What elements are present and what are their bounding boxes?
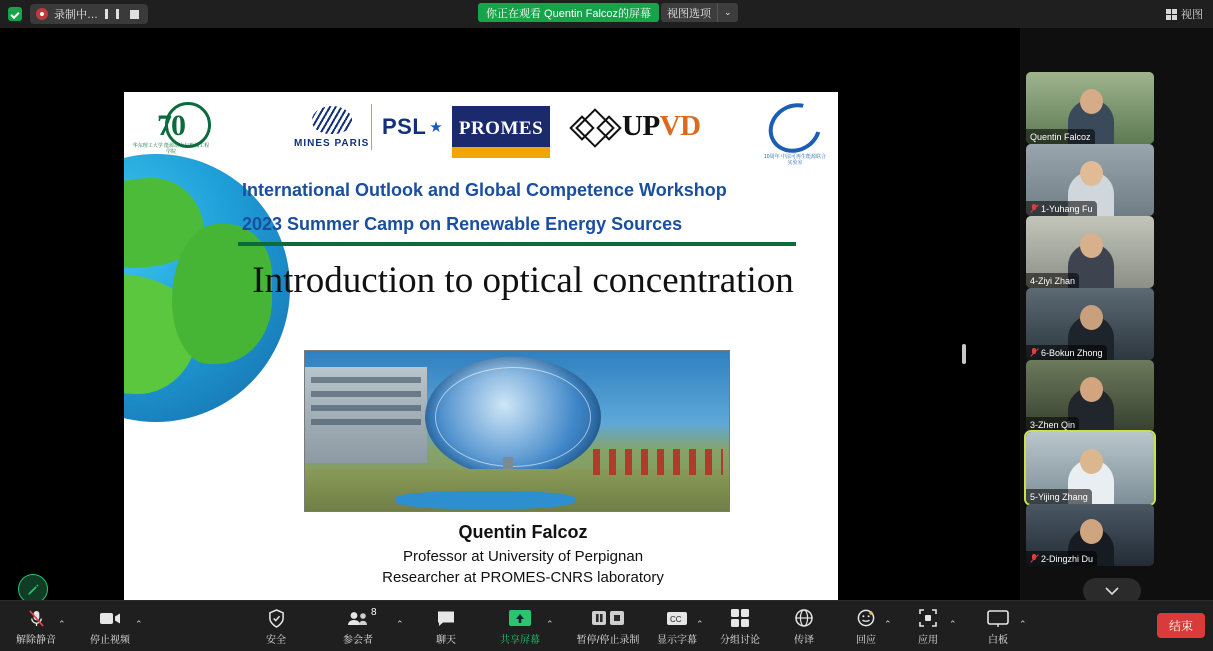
participant-name: 2-Dingzhi Du bbox=[1041, 553, 1094, 564]
reactions-options-caret[interactable]: ⌃ bbox=[884, 619, 892, 629]
logo-mines-paris bbox=[294, 106, 369, 149]
video-options-caret[interactable]: ⌃ bbox=[135, 619, 143, 629]
logo-upvd-label bbox=[622, 110, 701, 143]
logo-promes-label: PROMES bbox=[458, 118, 544, 139]
logo-divider bbox=[371, 104, 372, 150]
logo-row bbox=[124, 92, 838, 174]
apps-options-caret[interactable]: ⌃ bbox=[949, 619, 957, 629]
top-bar bbox=[0, 0, 1213, 28]
star-icon: ★ bbox=[429, 119, 443, 136]
recording-label: 录制中… bbox=[54, 9, 98, 21]
presentation-slide bbox=[8, 64, 952, 586]
apps-icon bbox=[919, 608, 937, 628]
participant-filmstrip[interactable] bbox=[1020, 28, 1213, 600]
diamond-icon bbox=[572, 108, 616, 144]
meeting-toolbar bbox=[0, 600, 1213, 651]
mic-muted-icon bbox=[1030, 554, 1038, 564]
participant-tile-active[interactable] bbox=[1026, 432, 1154, 504]
participant-name-bar bbox=[1026, 345, 1107, 360]
grid-view-icon bbox=[1166, 9, 1177, 20]
chat-button[interactable] bbox=[414, 606, 478, 648]
interpretation-button[interactable] bbox=[772, 606, 836, 648]
slide-title: Introduction to optical concentration bbox=[252, 260, 794, 301]
breakout-rooms-icon bbox=[731, 608, 749, 628]
interpretation-label: 传译 bbox=[794, 635, 814, 646]
pause-icon bbox=[105, 9, 119, 19]
participant-name-bar bbox=[1026, 417, 1079, 432]
chat-icon bbox=[436, 608, 456, 628]
panel-resize-handle[interactable] bbox=[962, 344, 966, 364]
logo-upvd-vd: VD bbox=[659, 109, 701, 142]
participant-tile[interactable] bbox=[1026, 72, 1154, 144]
recording-indicator bbox=[30, 4, 148, 24]
stop-video-button[interactable] bbox=[78, 606, 142, 648]
closed-caption-icon bbox=[666, 608, 688, 628]
logo-70-anniversary bbox=[132, 100, 210, 166]
participants-label: 参会者 bbox=[343, 635, 373, 646]
emoji-icon bbox=[857, 608, 875, 628]
logo-china-lab-label: 10周年 中法可再生能源联合实验室 bbox=[764, 154, 826, 166]
pause-recording-button[interactable] bbox=[104, 6, 120, 22]
unmute-options-caret[interactable]: ⌃ bbox=[58, 619, 66, 629]
globe-icon bbox=[795, 608, 813, 628]
logo-psl bbox=[382, 114, 443, 140]
solar-concentrator-photo bbox=[304, 350, 730, 512]
mic-muted-icon bbox=[1030, 348, 1038, 358]
slide-canvas bbox=[124, 92, 838, 610]
mic-muted-icon bbox=[28, 608, 45, 628]
view-switch-button[interactable] bbox=[1166, 6, 1203, 22]
logo-upvd bbox=[572, 108, 701, 144]
record-controls-icon bbox=[591, 608, 625, 628]
participant-name: 1-Yuhang Fu bbox=[1041, 203, 1093, 214]
logo-mines-label: MINES PARIS bbox=[294, 138, 370, 149]
participant-tile[interactable] bbox=[1026, 216, 1154, 288]
breakout-rooms-label: 分组讨论 bbox=[720, 635, 760, 646]
chat-label: 聊天 bbox=[436, 635, 456, 646]
mic-muted-icon bbox=[1030, 204, 1038, 214]
view-options-button[interactable] bbox=[661, 3, 738, 22]
shield-icon bbox=[268, 608, 285, 628]
participant-tile[interactable] bbox=[1026, 504, 1154, 566]
security-label: 安全 bbox=[266, 635, 286, 646]
view-label: 视图 bbox=[1181, 9, 1203, 21]
captions-label: 显示字幕 bbox=[657, 635, 697, 646]
record-dot-icon bbox=[36, 8, 48, 20]
whiteboard-options-caret[interactable]: ⌃ bbox=[1019, 619, 1027, 629]
participant-name: 6-Bokun Zhong bbox=[1041, 347, 1103, 358]
logo-china-lab bbox=[764, 104, 826, 166]
people-icon bbox=[346, 608, 370, 628]
logo-upvd-up: UP bbox=[622, 109, 660, 142]
shared-screen-stage[interactable] bbox=[0, 28, 1020, 600]
slide-rule bbox=[238, 242, 796, 246]
view-options-label: 视图选项 bbox=[667, 7, 711, 20]
stop-video-label: 停止视频 bbox=[90, 635, 130, 646]
logo-promes bbox=[452, 106, 550, 158]
apps-label: 应用 bbox=[918, 635, 938, 646]
participant-name-bar bbox=[1026, 129, 1095, 144]
shield-check-icon[interactable] bbox=[8, 7, 22, 21]
chevron-down-icon[interactable]: ⌄ bbox=[724, 7, 732, 17]
pen-icon bbox=[27, 583, 40, 596]
share-screen-button[interactable] bbox=[488, 606, 552, 648]
participant-tile[interactable] bbox=[1026, 144, 1154, 216]
reactions-label: 回应 bbox=[856, 635, 876, 646]
participant-name: 4-Ziyi Zhan bbox=[1030, 275, 1076, 286]
presenter-name: Quentin Falcoz bbox=[458, 522, 588, 542]
svg-text:CC: CC bbox=[670, 614, 682, 624]
participant-name: Quentin Falcoz bbox=[1030, 131, 1091, 142]
participants-options-caret[interactable]: ⌃ bbox=[396, 619, 404, 629]
participant-name-bar bbox=[1026, 273, 1079, 288]
stop-recording-button[interactable] bbox=[126, 6, 142, 22]
participants-button[interactable] bbox=[326, 606, 390, 648]
unmute-label: 解除静音 bbox=[16, 635, 56, 646]
presenter-role-line-1: Professor at University of Perpignan bbox=[402, 548, 644, 565]
share-screen-label: 共享屏幕 bbox=[500, 635, 540, 646]
participant-name-bar bbox=[1026, 489, 1092, 504]
slide-subtitle-2: 2023 Summer Camp on Renewable Energy Sources bbox=[242, 214, 683, 234]
logo-psl-label: PSL bbox=[382, 114, 427, 139]
whiteboard-label: 白板 bbox=[988, 635, 1008, 646]
logo-70-chinese: 华东理工大学 能源动力与机械工程学院 bbox=[132, 142, 210, 155]
captions-options-caret[interactable]: ⌃ bbox=[696, 619, 704, 629]
screen-share-banner: 你正在观看 Quentin Falcoz的屏幕 bbox=[478, 3, 659, 22]
participant-name-bar bbox=[1026, 201, 1097, 216]
security-button[interactable] bbox=[244, 606, 308, 648]
end-meeting-button[interactable]: 结束 bbox=[1157, 613, 1205, 638]
pause-stop-recording-button[interactable] bbox=[570, 606, 646, 648]
participant-name: 5-Yijing Zhang bbox=[1030, 491, 1088, 502]
participant-name: 3-Zhen Qin bbox=[1030, 419, 1076, 430]
share-options-caret[interactable]: ⌃ bbox=[546, 619, 554, 629]
presenter-role bbox=[238, 546, 808, 588]
logo-70-number: 70 bbox=[157, 108, 185, 142]
video-icon bbox=[99, 608, 121, 628]
participant-tile[interactable] bbox=[1026, 360, 1154, 432]
whiteboard-icon bbox=[987, 608, 1009, 628]
pause-stop-recording-label: 暂停/停止录制 bbox=[576, 635, 640, 646]
participant-tile[interactable] bbox=[1026, 288, 1154, 360]
presenter-role-line-2: Researcher at PROMES-CNRS laboratory bbox=[382, 569, 664, 586]
breakout-rooms-button[interactable] bbox=[708, 606, 772, 648]
stop-icon bbox=[130, 10, 139, 19]
share-screen-icon bbox=[508, 608, 532, 628]
participants-count-badge: 8 bbox=[371, 607, 377, 618]
slide-subtitle-1: International Outlook and Global Competence Workshop bbox=[242, 180, 727, 200]
participant-name-bar bbox=[1026, 551, 1097, 566]
